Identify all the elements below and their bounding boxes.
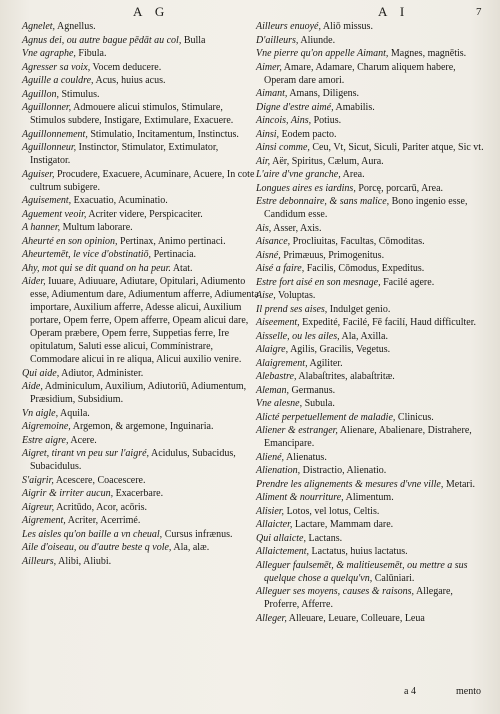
- right-column: [256, 20, 488, 625]
- latin-gloss: Primæuus, Primogenitus.: [280, 249, 385, 261]
- header-left-letters: A G: [133, 4, 170, 19]
- dictionary-entry: [256, 478, 488, 491]
- latin-gloss: Amare, Adamare, Charum aliquem habere, Operam dare amori.: [264, 61, 456, 86]
- french-headword: Aguillonneur,: [22, 142, 77, 153]
- dictionary-entry: [256, 532, 488, 545]
- latin-gloss: Vocem deducere.: [90, 61, 162, 73]
- french-headword: Qui aide,: [22, 367, 60, 379]
- french-headword: Vn aigle,: [22, 407, 59, 419]
- latin-gloss: Ala, alæ.: [171, 542, 210, 553]
- latin-gloss: Acriter videre, Perspicaciter.: [86, 208, 203, 220]
- latin-gloss: Lactans.: [306, 532, 343, 544]
- dictionary-entry: [256, 34, 488, 47]
- french-headword: Vne pierre qu'on appelle Aimant,: [256, 48, 389, 59]
- dictionary-entry: [22, 34, 260, 47]
- french-headword: Air,: [256, 155, 271, 167]
- latin-gloss: Exacuatio, Acuminatio.: [71, 195, 168, 206]
- french-headword: Ahy, mot qui se dit quand on ha peur.: [22, 262, 171, 274]
- latin-gloss: Alienatus.: [284, 451, 327, 463]
- latin-gloss: Aquila.: [58, 407, 90, 419]
- latin-gloss: Stimulatio, Incitamentum, Instinctus.: [87, 128, 239, 140]
- french-headword: Alienation,: [256, 465, 301, 476]
- french-headword: Aguisement,: [22, 195, 72, 206]
- french-headword: Aigret, tirant vn peu sur l'aigré,: [22, 448, 150, 459]
- dictionary-entry: [256, 289, 488, 302]
- latin-gloss: Multum laborare.: [60, 222, 133, 233]
- dictionary-entry: [256, 316, 488, 329]
- french-headword: Aliener & estranger,: [256, 425, 338, 436]
- latin-gloss: Agiliter.: [307, 357, 343, 369]
- latin-gloss: Iuuare, Adiuuare, Adiutare, Opitulari, Adiumento esse, Adiumentum dare, Adiumentum afferre, Adiumenta importare, Auxilium afferre, Adesse alicui, Auxilium portare, Opem ferre, Opem afferre, Opeam alicui dare, Operam præbere, Opem ferre, Suppetias ferre, Ire opitulatum, Saluti esse alicui, Commínistrare, Commodare alicui in re aliqua, Alicui auxilio venire.: [30, 276, 259, 365]
- french-headword: Digne d'estre aimé,: [256, 101, 334, 113]
- dictionary-entry: [256, 612, 488, 625]
- latin-gloss: Pertinacia.: [151, 249, 197, 260]
- french-headword: Les aisles qu'on baille a vn cheual,: [22, 528, 163, 540]
- latin-gloss: Lactare, Mammam dare.: [292, 519, 394, 530]
- latin-gloss: Distractio, Alienatio.: [300, 465, 387, 476]
- latin-gloss: Amans, Diligens.: [287, 88, 360, 99]
- latin-gloss: Aliō missus.: [320, 21, 373, 32]
- latin-gloss: Adminiculum, Auxilium, Adiutoriū, Adiumentum, Præsidium, Subsidium.: [30, 381, 247, 405]
- latin-gloss: Potius.: [311, 115, 342, 126]
- french-headword: Aimant,: [256, 88, 288, 99]
- dictionary-entry: [22, 47, 260, 60]
- french-headword: D'ailleurs,: [256, 34, 299, 46]
- latin-gloss: Instinctor, Stimulator, Extimulator, Instigator.: [30, 142, 219, 166]
- french-headword: A hanner,: [22, 222, 61, 233]
- french-headword: Aincois, Ains,: [256, 115, 312, 126]
- dictionary-entry: [256, 384, 488, 397]
- dictionary-entry: [22, 88, 260, 101]
- french-headword: Estre aigre,: [22, 434, 69, 446]
- dictionary-entry: [256, 451, 488, 464]
- latin-gloss: Acidulus, Subacidus, Subacidulus.: [30, 448, 236, 472]
- dictionary-entry: [256, 128, 488, 141]
- french-headword: Aheurté en son opinion,: [22, 235, 118, 247]
- dictionary-entry: [256, 47, 488, 60]
- dictionary-entry: [256, 249, 488, 262]
- latin-gloss: Acritūdo, Acor, acōris.: [54, 501, 148, 513]
- french-headword: Agnus dei, ou autre bague pēdāt au col,: [22, 34, 182, 46]
- latin-gloss: Pertinax, Animo pertinaci.: [117, 235, 226, 247]
- dictionary-entry: [22, 474, 260, 487]
- dictionary-entry: [22, 514, 260, 527]
- latin-gloss: Argemon, & argemone, Inguinaria.: [70, 421, 214, 432]
- dictionary-entry: [256, 330, 488, 343]
- latin-gloss: Acriter, Acerrimé.: [65, 515, 141, 526]
- latin-gloss: Procliuitas, Facultas, Cōmoditas.: [290, 236, 425, 247]
- french-headword: Il prend ses aises,: [256, 303, 328, 315]
- french-headword: Aisné,: [256, 249, 281, 261]
- french-headword: Ainsi,: [256, 128, 280, 140]
- dictionary-entry: [22, 74, 260, 87]
- latin-gloss: Area.: [340, 169, 365, 180]
- french-headword: Alaigrement,: [256, 357, 308, 369]
- dictionary-entry: [256, 464, 488, 477]
- latin-gloss: Cursus infrænus.: [162, 528, 233, 540]
- french-headword: Alleguer ses moyens, causes & raisons,: [256, 586, 415, 597]
- dictionary-entry: [256, 101, 488, 114]
- latin-gloss: Voluptas.: [275, 290, 316, 301]
- dictionary-entry: [22, 221, 260, 234]
- french-headword: Allaicter,: [256, 519, 293, 530]
- dictionary-entry: [256, 343, 488, 356]
- dictionary-entry: [22, 208, 260, 221]
- latin-gloss: Acus, huius acus.: [93, 75, 166, 86]
- dictionary-entry: [22, 555, 260, 568]
- french-headword: Aheurtemēt, le vice d'obstinatiō,: [22, 249, 152, 260]
- dictionary-entry: [22, 420, 260, 433]
- dictionary-entry: [22, 380, 260, 406]
- dictionary-entry: [22, 141, 260, 167]
- latin-gloss: Lactatus, huius lactatus.: [309, 546, 408, 557]
- latin-gloss: Adiutor, Administer.: [59, 367, 144, 379]
- french-headword: Aigreur,: [22, 501, 55, 513]
- latin-gloss: Procudere, Exacuere, Acuminare, Acuere, In cote cultrum subigere.: [30, 168, 255, 193]
- dictionary-entry: [22, 101, 260, 127]
- dictionary-entry: [22, 447, 260, 473]
- latin-gloss: Acere.: [68, 434, 97, 446]
- french-headword: S'aigrir,: [22, 474, 54, 486]
- latin-gloss: Aliunde.: [298, 34, 336, 46]
- french-headword: Agresser sa voix,: [22, 61, 91, 73]
- dictionary-entry: [22, 528, 260, 541]
- dictionary-entry: [22, 367, 260, 380]
- dictionary-entry: [256, 114, 488, 127]
- latin-gloss: Eodem pacto.: [279, 128, 337, 140]
- dictionary-entry: [22, 501, 260, 514]
- dictionary-entry: [22, 128, 260, 141]
- french-headword: Qui allaicte,: [256, 532, 306, 544]
- french-headword: Vne agraphe,: [22, 48, 76, 59]
- latin-gloss: Fibula.: [75, 48, 107, 59]
- french-headword: Alebastre,: [256, 371, 297, 382]
- latin-gloss: Bono ingenio esse, Candidum esse.: [264, 196, 468, 220]
- dictionary-entry: [256, 141, 488, 154]
- french-headword: Estre debonnaire, & sans malice,: [256, 196, 390, 207]
- dictionary-entry: [256, 168, 488, 181]
- latin-gloss: Expedité, Facilé, Fē facilí, Haud difficulter.: [299, 317, 477, 328]
- latin-gloss: Indulget genio.: [327, 303, 391, 315]
- french-headword: Aise,: [256, 290, 276, 301]
- french-headword: Aliment & nourriture,: [256, 492, 344, 503]
- french-headword: Ais,: [256, 222, 272, 234]
- latin-gloss: Clinicus.: [395, 411, 434, 423]
- dictionary-entry: [22, 434, 260, 447]
- dictionary-entry: [256, 262, 488, 275]
- latin-gloss: Bulla: [181, 34, 206, 46]
- french-headword: Aliené,: [256, 451, 285, 463]
- dictionary-entry: [256, 61, 488, 87]
- dictionary-entry: [22, 168, 260, 194]
- latin-gloss: Lotos, vel lotus, Celtis.: [284, 505, 380, 517]
- dictionary-entry: [256, 505, 488, 518]
- dictionary-entry: [22, 407, 260, 420]
- latin-gloss: Magnes, magnētis.: [388, 48, 467, 59]
- latin-gloss: Agilis, Gracilis, Vegetus.: [288, 344, 391, 355]
- dictionary-entry: [22, 61, 260, 74]
- french-headword: Aguillon,: [22, 88, 59, 100]
- latin-gloss: Alabaſtrites, alabaſtritæ.: [296, 371, 395, 382]
- page-number: 7: [476, 6, 482, 18]
- dictionary-entry: [256, 222, 488, 235]
- dictionary-entry: [256, 397, 488, 410]
- french-headword: Allaictement,: [256, 546, 310, 557]
- french-headword: Aigrement,: [22, 515, 66, 526]
- left-column: [22, 20, 260, 568]
- french-headword: Aguillonner,: [22, 102, 72, 113]
- french-headword: Agnelet,: [22, 21, 56, 32]
- catchword: mento: [456, 686, 481, 697]
- latin-gloss: Alimentum.: [343, 492, 394, 503]
- french-headword: Vne alesne,: [256, 398, 303, 409]
- latin-gloss: Alleuare, Leuare, Colleuare, Leua: [286, 612, 425, 624]
- latin-gloss: Metari.: [443, 478, 476, 490]
- latin-gloss: Asser, Axis.: [271, 222, 322, 234]
- latin-gloss: Germanus.: [289, 384, 336, 396]
- latin-gloss: Agnellus.: [55, 21, 96, 32]
- latin-gloss: Facilis, Cōmodus, Expeditus.: [304, 263, 425, 274]
- dictionary-entry: [22, 20, 260, 33]
- french-headword: Aguillonnement,: [22, 128, 88, 140]
- french-headword: Ailleurs enuoyé,: [256, 21, 321, 32]
- dictionary-entry: [256, 424, 488, 450]
- latin-gloss: Facilé agere.: [380, 276, 435, 288]
- latin-gloss: Stimulus.: [58, 88, 100, 100]
- dictionary-entry: [22, 541, 260, 554]
- latin-gloss: Acescere, Coacescere.: [53, 474, 146, 486]
- latin-gloss: Alienare, Abalienare, Distrahere, Emancipare.: [264, 425, 472, 449]
- french-headword: Aigremoine,: [22, 421, 71, 432]
- latin-gloss: Porcę, porcarū, Area.: [355, 182, 444, 194]
- dictionary-entry: [22, 248, 260, 261]
- french-headword: Alleger,: [256, 612, 287, 624]
- dictionary-entry: [256, 87, 488, 100]
- french-headword: Aider,: [22, 276, 46, 287]
- dictionary-entry: [256, 276, 488, 289]
- french-headword: Alaigre,: [256, 344, 289, 355]
- latin-gloss: Subula.: [302, 398, 335, 409]
- french-headword: Aigrir & irriter aucun,: [22, 488, 114, 499]
- french-headword: Aguement veoir,: [22, 208, 87, 220]
- latin-gloss: Amabilis.: [333, 101, 375, 113]
- french-headword: Alisier,: [256, 505, 285, 517]
- latin-gloss: Exacerbare.: [113, 488, 164, 499]
- french-headword: Aisance,: [256, 236, 291, 247]
- french-headword: Aisselle, ou les ailes,: [256, 330, 340, 342]
- dictionary-entry: [22, 194, 260, 207]
- french-headword: Aimer,: [256, 61, 282, 73]
- dictionary-entry: [256, 20, 488, 33]
- latin-gloss: Ceu, Vt, Sicut, Siculi, Pariter atque, Sic vt.: [309, 142, 484, 153]
- latin-gloss: Alibi, Aliubi.: [56, 555, 112, 567]
- dictionary-entry: [256, 370, 488, 383]
- dictionary-entry: [256, 411, 488, 424]
- french-headword: Aguiser,: [22, 168, 55, 180]
- latin-gloss: Allegare, Proferre, Afferre.: [264, 586, 453, 610]
- dictionary-entry: [22, 235, 260, 248]
- french-headword: Ainsi comme,: [256, 142, 310, 153]
- dictionary-entry: [256, 545, 488, 558]
- dictionary-entry: [22, 487, 260, 500]
- latin-gloss: Admouere alicui stimulos, Stimulare, Stimulos subdere, Instigare, Extimulare, Exacuere.: [30, 102, 234, 126]
- french-headword: Aile d'oiseau, ou d'autre beste q vole,: [22, 542, 172, 553]
- latin-gloss: Aër, Spiritus, Cælum, Aura.: [270, 155, 384, 167]
- dictionary-entry: [256, 155, 488, 168]
- french-headword: Prendre les alignements & mesures d'vne ville,: [256, 478, 444, 490]
- dictionary-entry: [256, 195, 488, 221]
- latin-gloss: Calūniari.: [372, 572, 415, 584]
- french-headword: Aiseement,: [256, 317, 300, 328]
- french-headword: Alicté perpetuellement de maladie,: [256, 411, 396, 423]
- french-headword: Longues aires es iardins,: [256, 182, 356, 194]
- latin-gloss: Ala, Axilla.: [339, 330, 388, 342]
- dictionary-entry: [256, 357, 488, 370]
- signature-mark: a 4: [404, 686, 416, 697]
- dictionary-entry: [256, 585, 488, 611]
- french-headword: L'aire d'vne granche,: [256, 169, 341, 180]
- dictionary-entry: [256, 559, 488, 585]
- dictionary-entry: [256, 235, 488, 248]
- dictionary-entry: [22, 262, 260, 275]
- french-headword: Aide,: [22, 381, 43, 392]
- french-headword: Estre fort aisé en son mesnage,: [256, 276, 381, 288]
- dictionary-entry: [256, 491, 488, 504]
- french-headword: Aguille a couldre,: [22, 75, 94, 86]
- dictionary-entry: [22, 275, 260, 366]
- french-headword: Alleguer faulsemēt, & malitieusemēt, ou mettre a sus quelque chose a quelqu'vn,: [256, 559, 468, 584]
- dictionary-entry: [256, 182, 488, 195]
- french-headword: Ailleurs,: [22, 555, 57, 567]
- latin-gloss: Atat.: [170, 262, 193, 274]
- dictionary-entry: [256, 303, 488, 316]
- header-right-letters: A I: [378, 4, 410, 19]
- french-headword: Aisé a faire,: [256, 263, 305, 274]
- dictionary-entry: [256, 518, 488, 531]
- french-headword: Aleman,: [256, 384, 290, 396]
